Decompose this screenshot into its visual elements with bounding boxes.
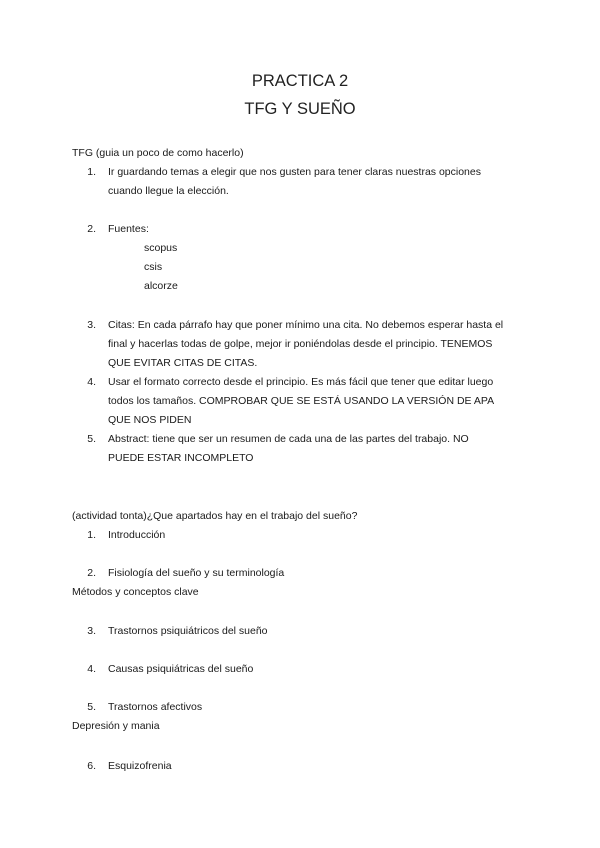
tfg-item-4-line-3: QUE NOS PIDEN [108, 414, 192, 426]
activity-item-number: 5. [87, 701, 96, 713]
tfg-item-3-line-3: QUE EVITAR CITAS DE CITAS. [108, 357, 258, 369]
activity-item-trastornos-psiquiatricos: Trastornos psiquiátricos del sueño [108, 625, 268, 637]
tfg-item-3-line-1: Citas: En cada párrafo hay que poner mínimo una cita. No debemos esperar hasta el [108, 319, 504, 331]
tfg-item-number: 5. [87, 433, 96, 445]
activity-item-trastornos-afectivos: Trastornos afectivos [108, 701, 203, 713]
activity-item-esquizofrenia: Esquizofrenia [108, 760, 172, 772]
tfg-item-5-line-1: Abstract: tiene que ser un resumen de cada una de las partes del trabajo. NO [108, 433, 469, 445]
activity-item-number: 1. [87, 529, 96, 541]
activity-item-number: 4. [87, 663, 96, 675]
tfg-item-4-line-2: todos los tamaños. COMPROBAR QUE SE ESTÁ USANDO LA VERSIÓN DE APA [108, 395, 495, 407]
activity-item-number: 2. [87, 567, 96, 579]
tfg-item-1-line-2: cuando llegue la elección. [108, 185, 229, 197]
source-scopus: scopus [144, 242, 178, 254]
source-alcorze: alcorze [144, 280, 178, 292]
tfg-item-1-line-1: Ir guardando temas a elegir que nos gusten para tener claras nuestras opciones [108, 166, 481, 178]
page-title: PRACTICA 2 [251, 72, 349, 90]
tfg-item-4-line-1: Usar el formato correcto desde el principio. Es más fácil que tener que editar luego [108, 376, 494, 388]
activity-item-number: 6. [87, 760, 96, 772]
activity-item-fisiologia: Fisiología del sueño y su terminología [108, 567, 285, 579]
tfg-heading: TFG (guia un poco de como hacerlo) [72, 147, 244, 159]
tfg-item-number: 3. [87, 319, 96, 331]
source-csis: csis [144, 261, 163, 273]
tfg-item-3-line-2: final y hacerlas todas de golpe, mejor ir poniéndolas desde el principio. TENEMOS [108, 338, 493, 350]
activity-heading: (actividad tonta)¿Que apartados hay en el trabajo del sueño? [72, 510, 358, 522]
activity-item-introduccion: Introducción [108, 529, 166, 541]
activity-item-note: Depresión y mania [72, 720, 160, 732]
tfg-item-number: 2. [87, 223, 96, 235]
activity-item-causas-psiquiatricas: Causas psiquiátricas del sueño [108, 663, 254, 675]
tfg-item-number: 1. [87, 166, 96, 178]
activity-item-note: Métodos y conceptos clave [72, 586, 199, 598]
tfg-item-number: 4. [87, 376, 96, 388]
tfg-item-5-line-2: PUEDE ESTAR INCOMPLETO [108, 452, 254, 464]
page-subtitle: TFG Y SUEÑO [244, 100, 356, 118]
tfg-item-2-line-1: Fuentes: [108, 223, 149, 235]
activity-item-number: 3. [87, 625, 96, 637]
